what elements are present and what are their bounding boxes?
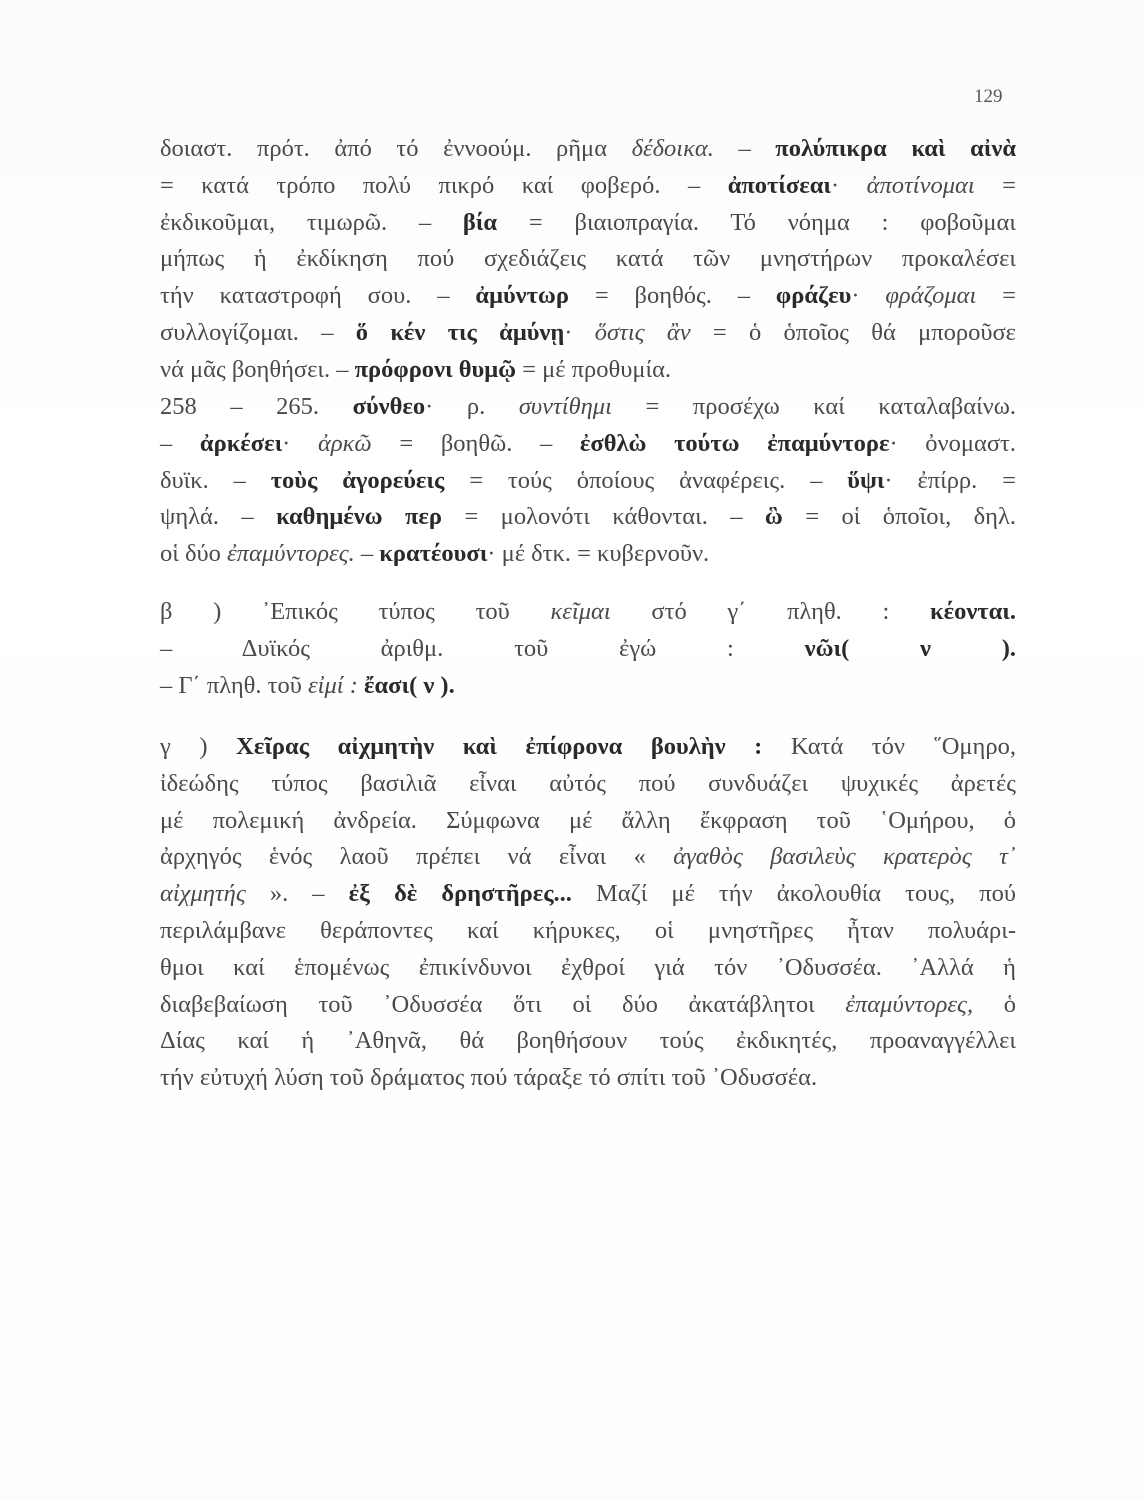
text-line	[160, 131, 1016, 168]
text-line	[160, 1023, 1016, 1060]
text-run: μήπως ἡ ἐκδίκηση πού σχεδιάζεις κατά τῶν μνηστήρων προκαλέσει	[160, 245, 1016, 273]
text-run: στό γ΄ πληθ. :	[610, 598, 931, 625]
text-line	[160, 499, 1016, 536]
bold-term: φράζευ	[775, 282, 852, 310]
text-line	[160, 729, 1016, 766]
bold-term: νῶι( ν ).	[804, 634, 1017, 662]
text-line	[160, 987, 1016, 1024]
text-run: · ἐπίρρ. =	[884, 466, 1016, 494]
text-run: 258 – 265.	[160, 393, 353, 420]
text-line	[160, 315, 1016, 352]
text-run: γ )	[160, 733, 237, 760]
text-line	[160, 839, 1016, 876]
text-run: = ὁ ὁποῖος θά μποροῦσε	[690, 318, 1016, 346]
text-line	[160, 803, 1016, 840]
text-line	[160, 168, 1016, 205]
text-line	[160, 594, 1016, 631]
text-run: = βοηθός. –	[568, 282, 776, 310]
text-line	[160, 205, 1016, 242]
text-run: β ) ᾿Επικός τύπος τοῦ	[160, 598, 551, 625]
text-run: – Γ΄ πληθ. τοῦ	[160, 671, 309, 699]
paragraph-gamma-commentary	[160, 729, 1016, 1097]
bold-term: κέονται.	[930, 598, 1016, 625]
bold-term: βία	[462, 208, 498, 236]
text-run: = κατά τρόπο πολύ πικρό καί φοβερό. –	[160, 171, 728, 199]
italic-term: δέδοικα.	[631, 135, 714, 162]
text-run: = μολονότι κάθονται. –	[442, 503, 765, 531]
text-run: = μέ προθυμία.	[516, 355, 672, 383]
text-run: περιλάμβανε θεράποντες καί κήρυκες, οἱ μνηστῆρες ἦταν πολυάρι-	[160, 916, 1016, 944]
text-run: συλλογίζομαι. –	[160, 318, 356, 346]
text-run: ἀρχηγός ἑνός λαοῦ πρέπει νά εἶναι «	[160, 843, 674, 871]
text-run: Δίας καί ἡ ᾿Αθηνᾶ, θά βοηθήσουν τούς ἐκδικητές, προαναγγέλλει	[160, 1027, 1016, 1055]
bold-term: ἀρκέσει	[199, 429, 283, 457]
text-line	[160, 426, 1016, 463]
text-run: = βοηθῶ. –	[371, 429, 580, 457]
italic-term: ἀγαθὸς βασιλεὺς κρατερὸς τ᾿	[673, 843, 1017, 871]
bold-term: κρατέουσι	[379, 540, 488, 568]
italic-term: αἰχμητής	[160, 880, 246, 908]
text-run: Κατά τόν ῞Ομηρο,	[762, 733, 1016, 760]
text-line	[160, 536, 1016, 573]
bold-term: ὕψι	[847, 466, 885, 494]
text-run: ψηλά. –	[160, 503, 277, 531]
text-line	[160, 766, 1016, 803]
text-line	[160, 463, 1016, 500]
bold-term: ὣ	[764, 503, 783, 531]
text-run: Μαζί μέ τήν ἀκολουθία τους, πού	[571, 880, 1017, 908]
italic-term: κεῖμαι	[550, 598, 611, 625]
text-run: διαβεβαίωση τοῦ ᾿Οδυσσέα ὅτι οἱ δύο ἀκατάβλητοι	[160, 990, 846, 1018]
italic-term: ἀποτίνομαι	[866, 171, 975, 199]
text-run: = προσέχω καί καταλαβαίνω.	[611, 393, 1017, 420]
text-run: = οἱ ὁποῖοι, δηλ.	[782, 503, 1016, 531]
bold-term: ἀποτίσεαι	[727, 171, 831, 199]
text-line	[160, 1060, 1016, 1097]
italic-term: ὅστις ἂν	[594, 318, 691, 346]
italic-term: ἐπαμύντορες,	[845, 990, 974, 1018]
text-run: τήν εὐτυχή λύση τοῦ δράματος πού τάραξε τό σπίτι τοῦ ᾿Οδυσσέα.	[160, 1064, 818, 1092]
text-line	[160, 876, 1016, 913]
text-line	[160, 631, 1016, 668]
text-line	[160, 668, 1016, 705]
text-run: ·	[831, 171, 867, 199]
text-run: =	[976, 282, 1016, 310]
text-run: μέ πολεμική ἀνδρεία. Σύμφωνα μέ ἄλλη ἔκφραση τοῦ ῾Ομήρου, ὁ	[160, 806, 1016, 834]
text-run: · ρ.	[425, 393, 519, 420]
text-run: · μέ δτκ. = κυβερνοῦν.	[487, 540, 710, 568]
text-run: ·	[851, 282, 886, 310]
text-run: –	[160, 429, 200, 457]
text-run: θμοι καί ἑπομένως ἐπικίνδυνοι ἐχθροί γιά τόν ᾿Οδυσσέα. ᾿Αλλά ἡ	[160, 953, 1016, 981]
text-run: =	[974, 171, 1016, 199]
text-run: τήν καταστροφή σου. –	[160, 282, 476, 310]
bold-term: ἐσθλὼ τούτω ἐπαμύντορε	[579, 429, 890, 457]
text-run: ἰδεώδης τύπος βασιλιᾶ εἶναι αὐτός πού συνδυάζει ψυχικές ἀρετές	[160, 769, 1016, 797]
text-run: · ὀνομαστ.	[889, 429, 1016, 457]
italic-term: εἰμί :	[308, 671, 358, 699]
text-run: ἐκδικοῦμαι, τιμωρῶ. –	[160, 208, 463, 236]
bold-term: τοὺς ἀγορεύεις	[270, 466, 445, 494]
text-run: –	[713, 135, 776, 162]
bold-term: ἀμύντωρ	[475, 282, 569, 310]
text-run: – Δυϊκός ἀριθμ. τοῦ ἐγώ :	[160, 634, 805, 662]
italic-term: ἀρκῶ	[318, 429, 372, 457]
text-run: –	[354, 540, 380, 568]
text-line	[160, 913, 1016, 950]
text-run: οἱ δύο	[160, 540, 228, 568]
bold-term: πρόφρονι θυμῷ	[354, 355, 517, 383]
bold-term: πολύπικρα καὶ αἰνὰ	[775, 135, 1016, 162]
text-run: = βιαιοπραγία. Τό νόημα : φοβοῦμαι	[497, 208, 1016, 236]
text-line	[160, 352, 1016, 389]
italic-term: φράζομαι	[885, 282, 977, 310]
text-run: = τούς ὁποίους ἀναφέρεις. –	[444, 466, 848, 494]
text-line	[160, 389, 1016, 426]
text-run: δυϊκ. –	[160, 466, 271, 494]
text-line	[160, 241, 1016, 278]
text-run: ·	[282, 429, 318, 457]
bold-term: ὅ κέν τις ἀμύνῃ	[355, 318, 565, 346]
bold-term: σύνθεο	[352, 393, 426, 420]
paragraph-commentary-258-265	[160, 389, 1016, 573]
text-run: ·	[564, 318, 595, 346]
bold-term: ἔασι( ν ).	[364, 671, 455, 699]
italic-term: ἐπαμύντορες.	[227, 540, 355, 568]
bold-term: καθημένω περ	[276, 503, 443, 531]
paragraph-beta-forms	[160, 594, 1016, 704]
page-number: 129	[974, 86, 1003, 107]
text-run: ὁ	[973, 990, 1017, 1018]
bold-term: Χεῖρας αἰχμητὴν καὶ ἐπίφρονα βουλὴν :	[236, 733, 763, 760]
text-run: δοιαστ. πρότ. ἀπό τό ἐννοούμ. ρῆμα	[160, 135, 632, 162]
italic-term: συντίθημι	[518, 393, 612, 420]
paragraph-commentary-1	[160, 131, 1016, 389]
text-run: ». –	[245, 880, 349, 908]
text-line	[160, 278, 1016, 315]
bold-term: ἐξ δὲ δρηστῆρες...	[348, 880, 572, 908]
text-line	[160, 950, 1016, 987]
text-run: νά μᾶς βοηθήσει. –	[160, 355, 355, 383]
